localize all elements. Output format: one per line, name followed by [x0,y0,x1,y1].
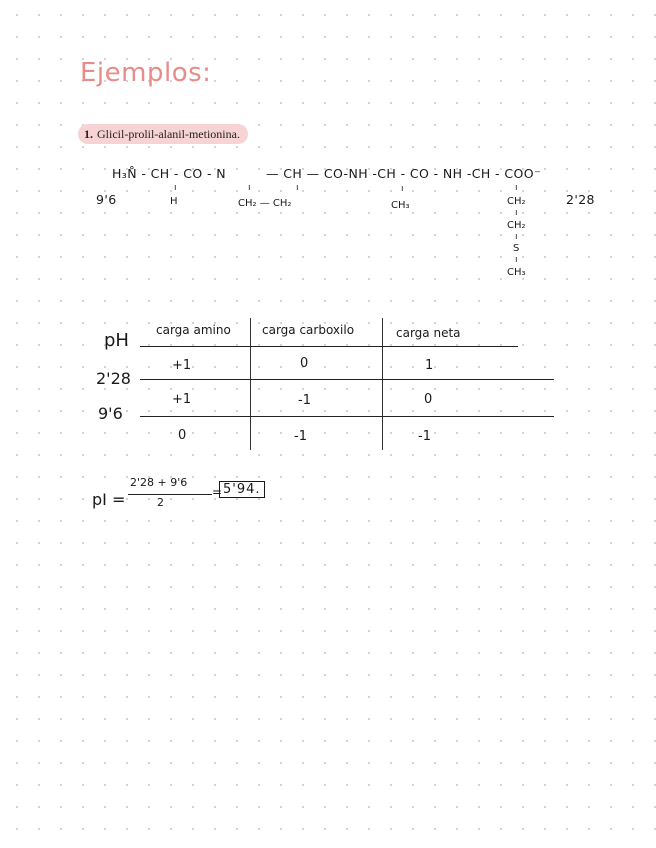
example-name: Glicil-prolil-alanil-metionina. [97,126,240,141]
row-divider [140,416,554,417]
pi-label: pI = [92,490,126,509]
bond-tick: ı [401,184,404,194]
met-chain-2: CH₂ [507,220,526,231]
header-underline [140,346,518,347]
structure-backbone-left: H₃N̊ - CH - CO - N [112,166,226,181]
bond-tick: ı [515,208,518,218]
cell-net-charge: -1 [418,429,431,444]
example-number: 1. [84,126,93,141]
bond-tick: ı [515,255,518,265]
cell-carboxyl-charge: -1 [298,393,311,408]
section-title: Ejemplos: [80,58,212,88]
cell-amino-charge: +1 [172,358,192,373]
fraction-bar [128,494,212,495]
cell-carboxyl-charge: -1 [294,429,307,444]
pi-result: 5'94. [219,481,265,498]
cell-amino-charge: 0 [178,428,187,443]
pi-denominator: 2 [157,496,164,509]
header-ph: pH [104,330,129,351]
header-net: carga neta [396,326,461,340]
row-divider [140,379,554,380]
cell-carboxyl-charge: 0 [300,356,309,371]
bond-tick: ı [515,232,518,242]
met-chain-3: S [513,243,520,254]
structure-backbone-right: — CH — CO-NH -CH - CO - NH -CH - COO⁻ [266,166,541,181]
cell-amino-charge: +1 [172,392,192,407]
carboxyl-pka: 2'28 [566,192,595,207]
bond-tick: ı [248,183,251,193]
bond-tick: ı [174,183,177,193]
header-amino: carga amino [156,323,231,337]
cell-net-charge: 0 [424,392,433,407]
pi-numerator: 2'28 + 9'6 [130,476,188,489]
pi-equals: = [212,485,223,499]
bond-tick: ı [296,183,299,193]
ph-boundary-1: 2'28 [96,369,131,388]
gly-side-chain: H [170,196,178,207]
example-heading [78,124,248,144]
column-divider [382,318,383,450]
header-carboxyl: carga carboxilo [262,323,355,337]
pro-ring: CH₂ — CH₂ [238,198,292,209]
met-chain-4: CH₃ [507,267,526,278]
cell-net-charge: 1 [425,358,434,373]
amino-pka: 9'6 [96,192,117,207]
bond-tick: ı [515,183,518,193]
column-divider [250,318,251,450]
ala-side-chain: CH₃ [391,200,410,211]
met-chain-1: CH₂ [507,196,526,207]
ph-boundary-2: 9'6 [98,404,123,423]
